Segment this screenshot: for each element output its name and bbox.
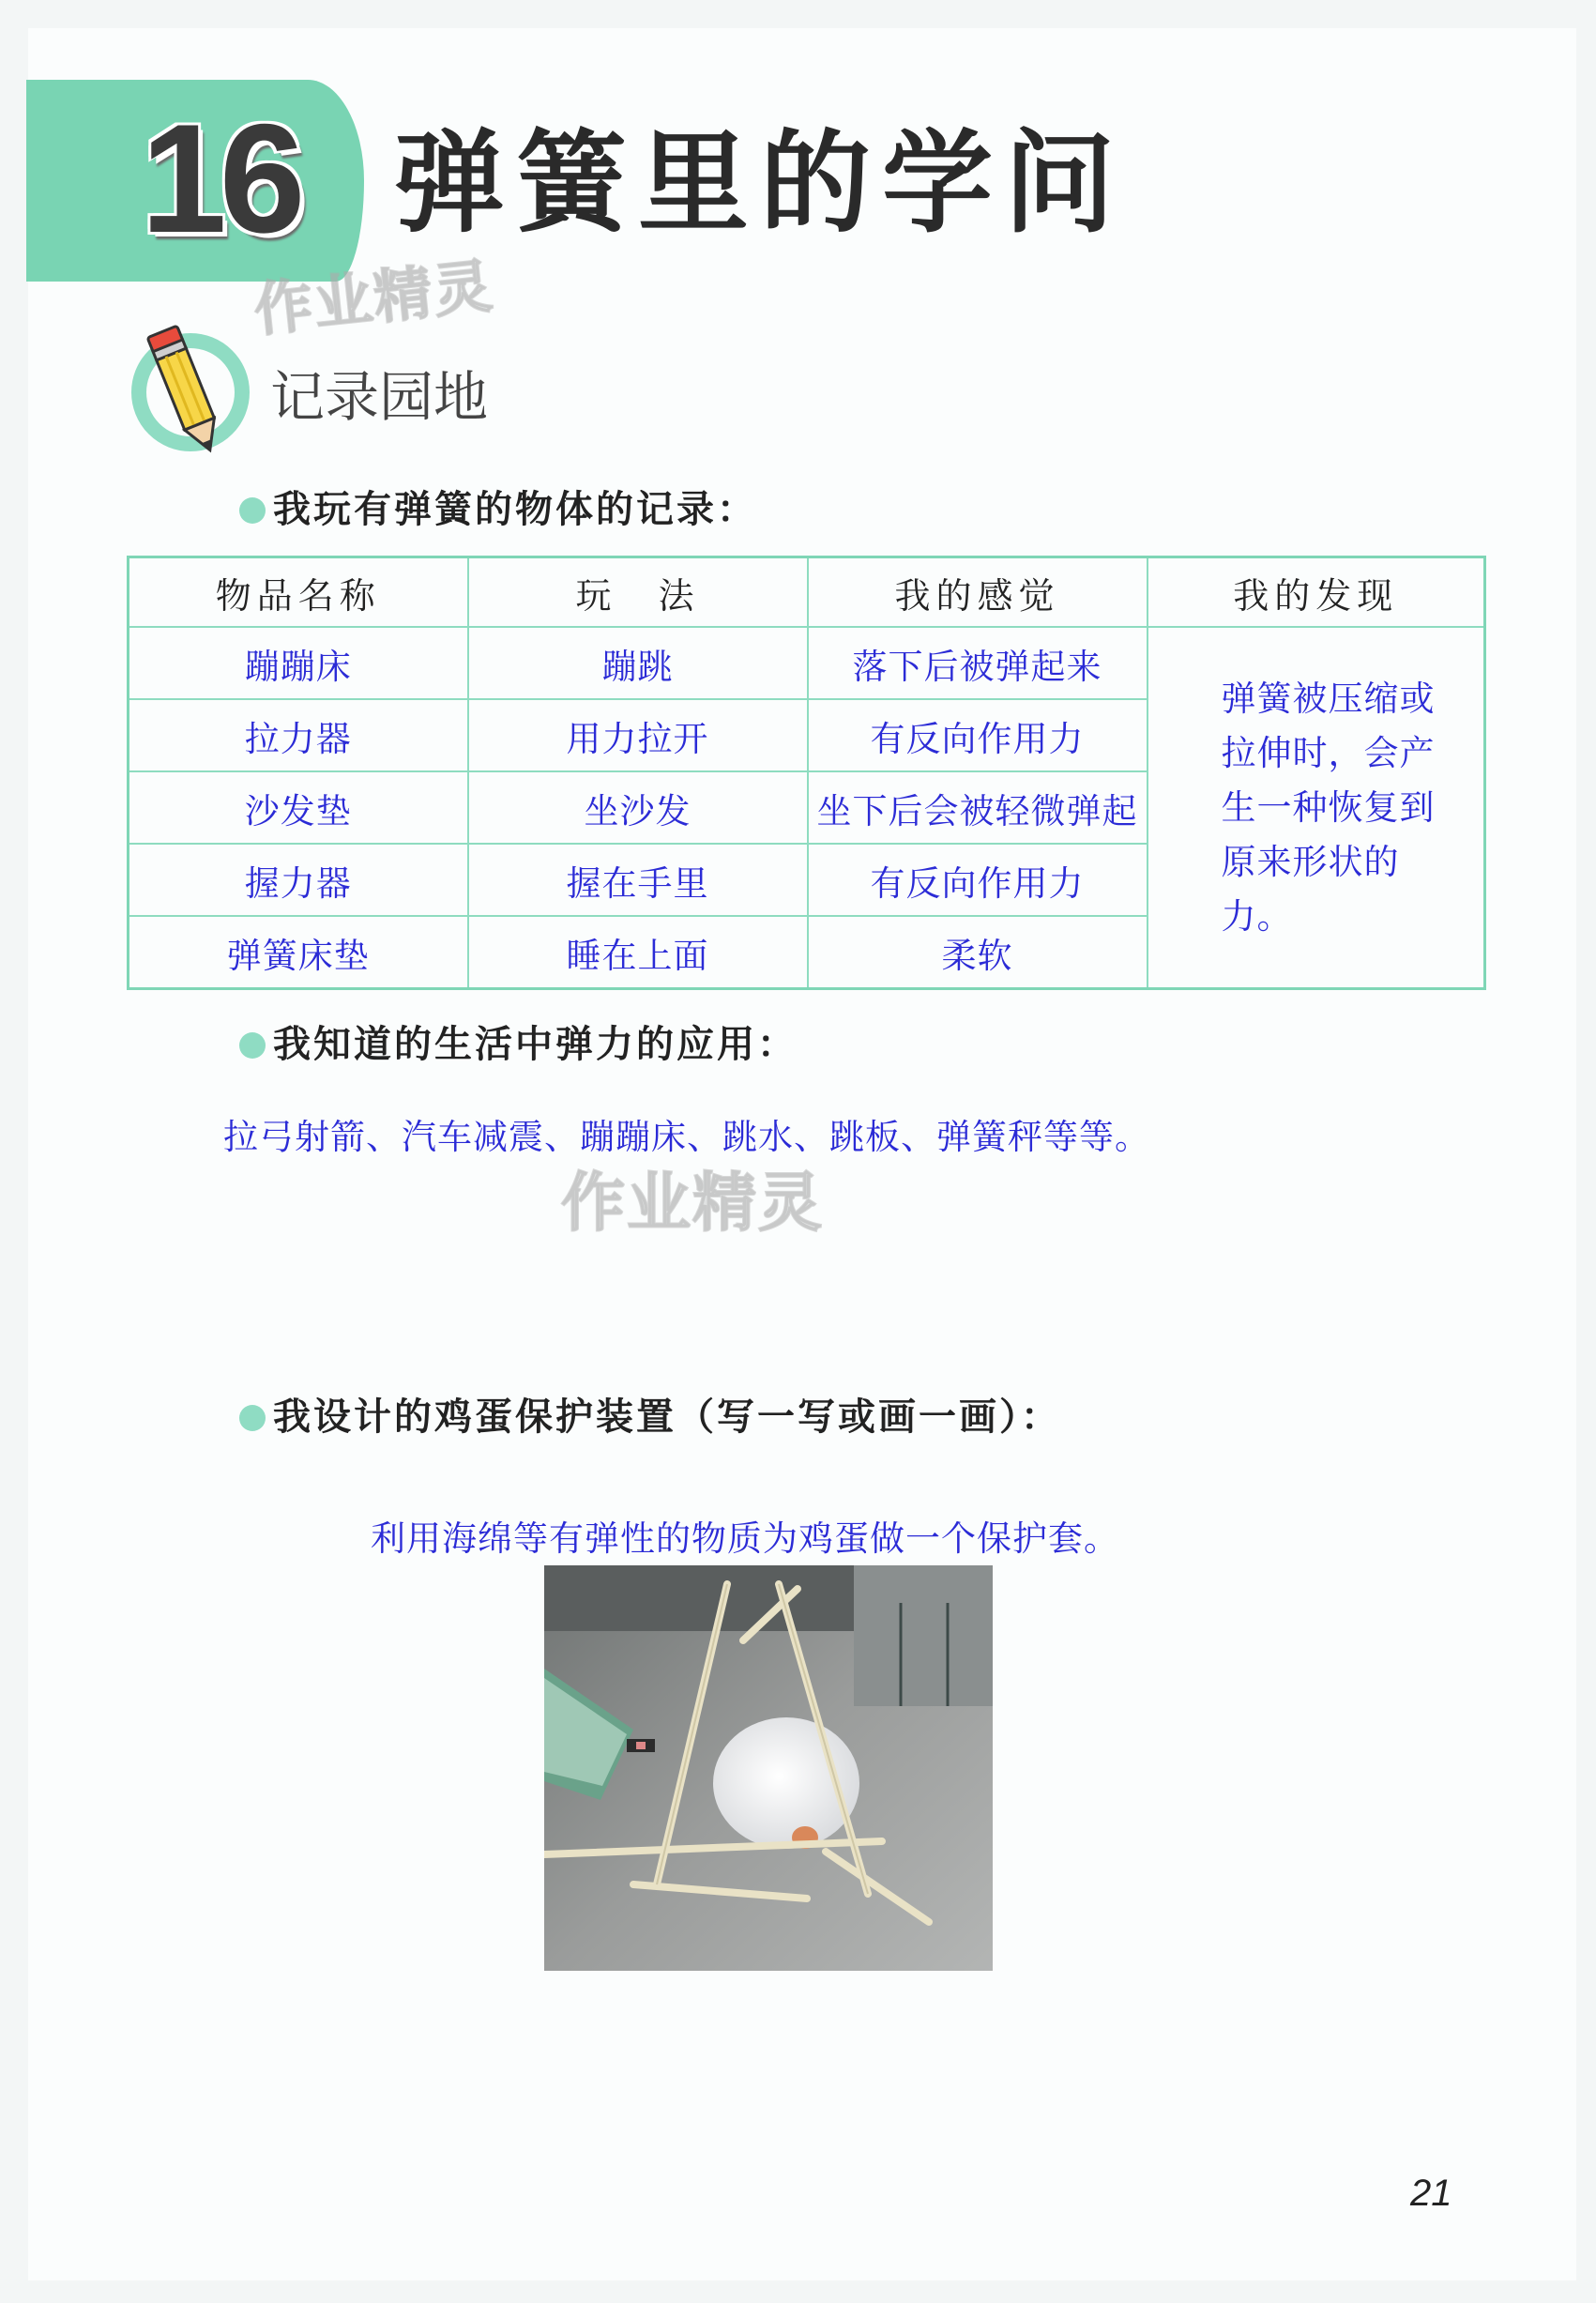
applications-prompt (239, 1021, 798, 1068)
cell-play: 握在手里 (468, 844, 808, 916)
record-prompt (239, 486, 757, 533)
cell-play: 睡在上面 (468, 916, 808, 989)
cell-item: 握力器 (129, 844, 468, 916)
record-prompt-text: 我玩有弹簧的物体的记录： (273, 487, 757, 531)
bullet-dot (239, 1032, 266, 1059)
cell-feeling: 坐下后会被轻微弹起 (808, 771, 1148, 844)
lesson-number: 16 (141, 92, 298, 265)
table-header-row (129, 557, 1485, 628)
egg-design-answer: 利用海绵等有弹性的物质为鸡蛋做一个保护套。 (371, 1518, 1119, 1559)
cell-play: 坐沙发 (468, 771, 808, 844)
applications-answer: 拉弓射箭、汽车减震、蹦蹦床、跳水、跳板、弹簧秤等等。 (223, 1117, 1150, 1157)
page-number: 21 (1410, 2173, 1452, 2214)
header-feeling: 我的感觉 (808, 557, 1148, 628)
egg-protector-photo (544, 1565, 993, 1971)
bullet-dot (239, 1405, 266, 1431)
applications-prompt-text: 我知道的生活中弹力的应用： (273, 1022, 798, 1066)
pencil-icon (141, 317, 235, 467)
egg-design-prompt-text: 我设计的鸡蛋保护装置（写一写或画一画）： (273, 1395, 1061, 1439)
cell-item: 蹦蹦床 (129, 627, 468, 699)
egg-design-prompt (239, 1394, 1061, 1441)
section-title: 记录园地 (270, 365, 489, 429)
cell-finding: 弹簧被压缩或拉伸时，会产生一种恢复到原来形状的力。 (1148, 627, 1485, 989)
cell-item: 弹簧床垫 (129, 916, 468, 989)
table-row (129, 627, 1485, 699)
header-play: 玩 法 (468, 557, 808, 628)
cell-feeling: 有反向作用力 (808, 844, 1148, 916)
cell-play: 用力拉开 (468, 699, 808, 771)
record-table (127, 556, 1486, 990)
watermark: 作业精灵 (561, 1167, 825, 1241)
cell-feeling: 有反向作用力 (808, 699, 1148, 771)
lesson-title: 弹簧里的学问 (394, 118, 1127, 248)
bullet-dot (239, 497, 266, 524)
cell-feeling: 落下后被弹起来 (808, 627, 1148, 699)
cell-feeling: 柔软 (808, 916, 1148, 989)
cell-item: 拉力器 (129, 699, 468, 771)
cell-item: 沙发垫 (129, 771, 468, 844)
header-finding: 我的发现 (1148, 557, 1485, 628)
cell-play: 蹦跳 (468, 627, 808, 699)
header-item-name: 物品名称 (129, 557, 468, 628)
watermark: 作业精灵 (251, 251, 497, 345)
